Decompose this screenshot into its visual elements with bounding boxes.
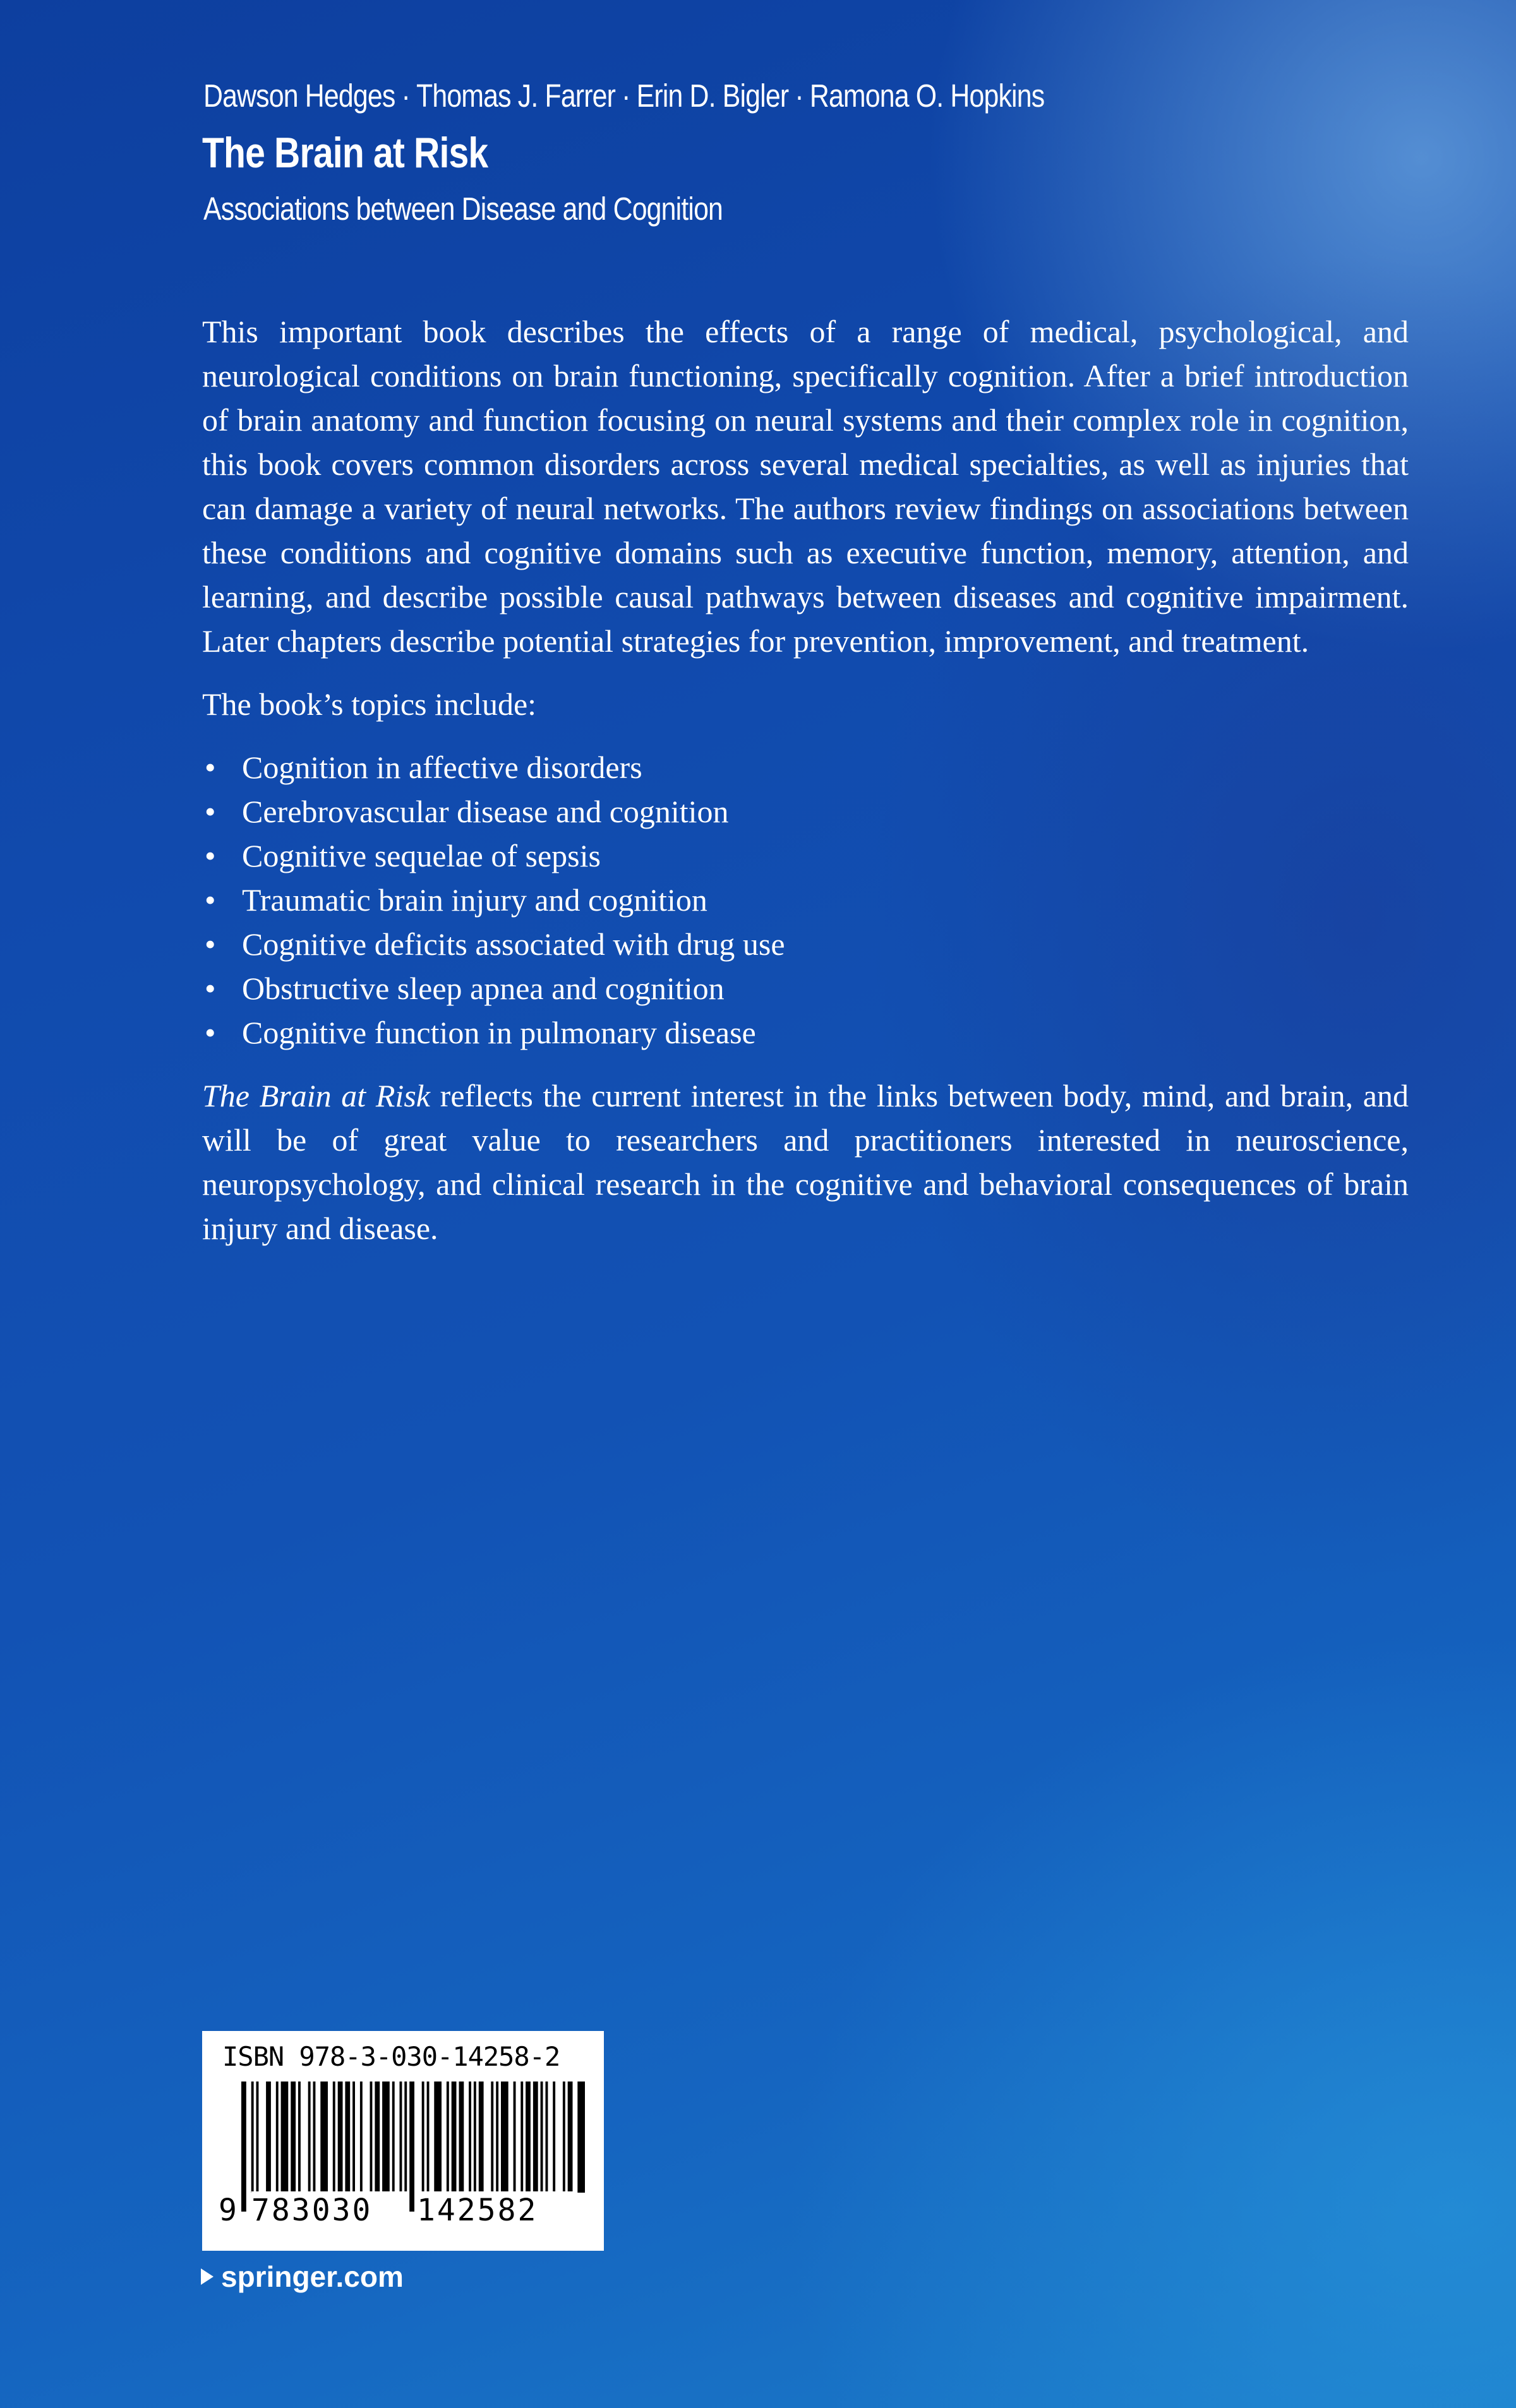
barcode-bar [568,2082,573,2193]
list-item [202,1010,1409,1055]
barcode-bar [291,2082,296,2193]
bullet-icon: • [205,1015,216,1050]
barcode-bar [434,2082,442,2193]
barcode-bar [382,2082,390,2193]
author-separator: · [795,78,803,114]
topic-label: Cerebrovascular disease and cognition [242,794,729,829]
barcode-bar [266,2082,271,2193]
blurb [202,309,1409,1250]
list-item [202,834,1409,878]
barcode-bar [541,2082,543,2193]
barcode-bar [474,2082,476,2193]
barcode-left-digits: 783030 [251,2191,409,2229]
list-item [202,966,1409,1010]
list-item [202,789,1409,834]
barcode-bar [409,2082,414,2212]
barcode-bar [501,2082,508,2193]
author-name: Ramona O. Hopkins [809,78,1045,114]
arrow-right-icon [201,2268,214,2285]
barcode-bar [313,2082,316,2193]
barcode-bar [496,2082,498,2193]
barcode-bar [400,2082,402,2193]
list-item [202,922,1409,966]
description-paragraph: This important book describes the effects of a range of medical, psychological, and neurological conditions on brain functioning, specifically cognition. After a brief introduction of brain anatomy and function focusing on neural systems and their complex role in cognition, this book covers common disorders across several medical specialties, as well as injuries that can damage a variety of neural networks. The authors review findings on associations between these conditions and cognitive domains such as executive function, memory, attention, and learning, and describe possible causal pathways between diseases and cognitive impairment. Later chapters describe potential strategies for prevention, improvement, and treatment. [202,314,1409,659]
bullet-icon: • [205,794,216,829]
barcode-bar [526,2082,531,2193]
topic-label: Traumatic brain injury and cognition [242,882,707,918]
book-title: The Brain at Risk [202,129,488,177]
barcode-bar [427,2082,430,2193]
list-item [202,878,1409,922]
book-subtitle: Associations between Disease and Cognition [203,191,723,227]
barcode-bar [375,2082,380,2193]
barcode-bar [479,2082,484,2193]
isbn-label: ISBN 978-3-030-14258-2 [222,2041,560,2072]
barcode-bar [241,2082,246,2212]
topic-label: Cognitive function in pulmonary disease [242,1015,756,1050]
barcode-bar [546,2082,548,2193]
closing-book-title: The Brain at Risk [202,1078,430,1113]
author-name: Thomas J. Farrer [416,78,616,114]
barcode-bar [447,2082,449,2193]
topics-list [202,745,1409,1055]
barcode-first-digit: 9 [219,2193,237,2228]
topic-label: Obstructive sleep apnea and cognition [242,971,725,1006]
barcode-bar [553,2082,555,2193]
author-separator: · [622,78,630,114]
barcode-bar [392,2082,395,2193]
topics-intro: The book’s topics include: [202,686,537,722]
bullet-icon: • [205,750,216,785]
barcode-bar [352,2082,355,2193]
barcode-bar [281,2082,289,2193]
bullet-icon: • [205,838,216,873]
isbn-barcode [202,2031,604,2251]
barcode-bar [577,2082,585,2193]
barcode-bar [256,2082,259,2193]
closing-text: reflects the current interest in the links between body, mind, and brain, and will be of great value to researchers and practitioners interested in neuroscience, neuropsychology, and clinical research in the cognitive and behavioral consequences of brain injury and disease. [202,1078,1409,1246]
barcode-bar [360,2082,363,2193]
publisher-url: springer.com [221,2260,404,2293]
list-item [202,745,1409,789]
barcode-bar [338,2082,343,2193]
barcode-bar [533,2082,538,2193]
barcode-right-digits: 142582 [417,2191,575,2229]
author-separator: · [401,78,410,114]
barcode-bar [459,2082,464,2193]
barcode-bar [276,2082,279,2193]
bullet-icon: • [205,971,216,1006]
author-name: Dawson Hedges [203,78,395,114]
barcode-bar [370,2082,373,2193]
barcode-bar [251,2082,254,2193]
bullet-icon: • [205,926,216,962]
publisher-link[interactable] [201,2260,404,2294]
barcode-bar [333,2082,335,2193]
barcode-bar [404,2082,407,2193]
closing-paragraph [202,1074,1409,1250]
barcode-bar [452,2082,457,2193]
bullet-icon: • [205,882,216,918]
barcode-bar [563,2082,565,2193]
barcode-bar [491,2082,493,2193]
barcode-bar [514,2082,516,2193]
barcode-bar [345,2082,350,2193]
barcode-bar [520,2082,523,2193]
barcode-bar [320,2082,328,2193]
barcode-bar [469,2082,471,2193]
barcode-bar [308,2082,311,2193]
topic-label: Cognitive sequelae of sepsis [242,838,601,873]
topic-label: Cognition in affective disorders [242,750,642,785]
author-name: Erin D. Bigler [636,78,789,114]
author-list [203,77,1044,114]
topic-label: Cognitive deficits associated with drug use [242,926,785,962]
barcode-bar [298,2082,301,2193]
